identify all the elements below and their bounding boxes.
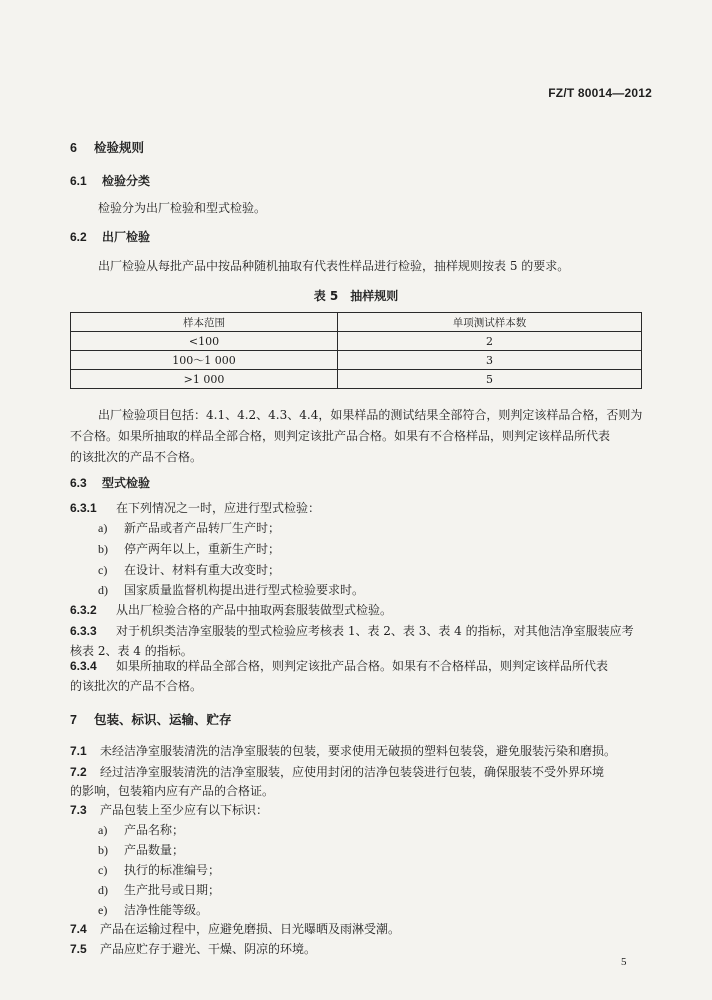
clause-7-1-text: 未经洁净室服装清洗的洁净室服装的包装，要求使用无破损的塑料包装袋，避免服装污染和磨损。 bbox=[100, 744, 617, 758]
list-item bbox=[98, 539, 280, 560]
clause-7-4 bbox=[70, 919, 400, 940]
table-5 bbox=[70, 312, 642, 389]
list-item-text: 产品数量； bbox=[124, 843, 185, 857]
section-6-1-text: 检验分为出厂检验和型式检验。 bbox=[98, 201, 267, 215]
section-7-title: 包装、标识、运输、贮存 bbox=[94, 712, 232, 727]
inspection-items-line-3: 的该批次的产品不合格。 bbox=[70, 450, 203, 464]
section-6-number: 6 bbox=[70, 141, 77, 155]
table-header-sample-count: 单项测试样本数 bbox=[338, 313, 642, 332]
list-item bbox=[98, 860, 220, 881]
list-item-text: 国家质量监督机构提出进行型式检验要求时。 bbox=[124, 583, 365, 597]
table-cell-range: >1 000 bbox=[71, 370, 338, 389]
section-6-3-number: 6.3 bbox=[70, 476, 87, 490]
clause-6-3-4 bbox=[70, 656, 608, 677]
section-6-1-number: 6.1 bbox=[70, 174, 87, 188]
list-item-label: c) bbox=[98, 863, 108, 877]
list-item bbox=[98, 840, 184, 861]
list-item-text: 生产批号或日期； bbox=[124, 883, 221, 897]
table-row bbox=[71, 370, 642, 389]
list-item bbox=[98, 820, 184, 841]
clause-6-3-4-number: 6.3.4 bbox=[70, 659, 97, 673]
clause-7-1 bbox=[70, 741, 616, 762]
clause-6-3-4-line-2: 的该批次的产品不合格。 bbox=[70, 679, 203, 693]
clause-6-3-1-text: 在下列情况之一时，应进行型式检验： bbox=[116, 501, 321, 515]
clause-7-2 bbox=[70, 762, 604, 783]
table-5-caption: 表 5 抽样规则 bbox=[313, 289, 399, 303]
clause-6-3-3-line-2: 核表 2、表 4 的指标。 bbox=[70, 644, 193, 658]
list-item-label: a) bbox=[98, 521, 108, 535]
inspection-items-line-2: 不合格。如果所抽取的样品全部合格，则判定该批产品合格。如果有不合格样品，则判定该样品所代表 bbox=[70, 429, 611, 443]
section-6-2-text: 出厂检验从每批产品中按品种随机抽取有代表性样品进行检验，抽样规则按表 5 的要求。 bbox=[98, 259, 570, 273]
list-item-label: d) bbox=[98, 583, 108, 597]
clause-6-3-1 bbox=[70, 498, 320, 519]
clause-7-2-line-2: 的影响，包装箱内应有产品的合格证。 bbox=[70, 784, 275, 798]
clause-7-4-text: 产品在运输过程中，应避免磨损、日光曝晒及雨淋受潮。 bbox=[100, 922, 401, 936]
clause-7-3-number: 7.3 bbox=[70, 803, 87, 817]
table-cell-count: 5 bbox=[338, 370, 642, 389]
table-row bbox=[71, 351, 642, 370]
clause-6-3-2 bbox=[70, 600, 392, 621]
section-6-3-title: 型式检验 bbox=[102, 476, 151, 490]
clause-7-5-text: 产品应贮存于避光、干燥、阴凉的环境。 bbox=[100, 942, 317, 956]
clause-6-3-3-line-1: 对于机织类洁净室服装的型式检验应考核表 1、表 2、表 3、表 4 的指标，对其他洁净室服装应考 bbox=[116, 624, 634, 638]
table-cell-range: 100～1 000 bbox=[71, 351, 338, 370]
section-6-1-heading bbox=[70, 172, 150, 189]
clause-6-3-4-line-1: 如果所抽取的样品全部合格，则判定该批产品合格。如果有不合格样品，则判定该样品所代表 bbox=[116, 659, 609, 673]
clause-6-3-2-number: 6.3.2 bbox=[70, 603, 97, 617]
section-6-2-title: 出厂检验 bbox=[102, 230, 151, 244]
clause-7-5 bbox=[70, 939, 316, 960]
list-item bbox=[98, 518, 280, 539]
table-row bbox=[71, 332, 642, 351]
standard-number: FZ/T 80014—2012 bbox=[548, 86, 652, 100]
table-cell-range: <100 bbox=[71, 332, 338, 351]
list-item-label: e) bbox=[98, 903, 108, 917]
table-cell-count: 2 bbox=[338, 332, 642, 351]
clause-7-3-text: 产品包装上至少应有以下标识： bbox=[100, 803, 269, 817]
list-item bbox=[98, 900, 208, 921]
list-item-label: b) bbox=[98, 843, 108, 857]
table-cell-count: 3 bbox=[338, 351, 642, 370]
section-6-2-number: 6.2 bbox=[70, 230, 87, 244]
section-6-title: 检验规则 bbox=[94, 140, 145, 155]
list-item-label: c) bbox=[98, 563, 108, 577]
list-item bbox=[98, 560, 280, 581]
clause-7-2-number: 7.2 bbox=[70, 765, 87, 779]
clause-7-4-number: 7.4 bbox=[70, 922, 87, 936]
clause-6-3-2-text: 从出厂检验合格的产品中抽取两套服装做型式检验。 bbox=[116, 603, 393, 617]
list-item-text: 新产品或者产品转厂生产时； bbox=[124, 521, 281, 535]
clause-7-3 bbox=[70, 800, 268, 821]
clause-7-5-number: 7.5 bbox=[70, 942, 87, 956]
clause-7-1-number: 7.1 bbox=[70, 744, 87, 758]
list-item-label: b) bbox=[98, 542, 108, 556]
list-item-text: 执行的标准编号； bbox=[124, 863, 221, 877]
clause-6-3-3-number: 6.3.3 bbox=[70, 624, 97, 638]
section-7-heading bbox=[70, 710, 232, 728]
section-6-heading bbox=[70, 138, 144, 156]
clause-7-2-line-1: 经过洁净室服装清洗的洁净室服装，应使用封闭的洁净包装袋进行包装，确保服装不受外界环境 bbox=[100, 765, 605, 779]
list-item-text: 产品名称； bbox=[124, 823, 185, 837]
inspection-items-line-1: 出厂检验项目包括：4.1、4.2、4.3、4.4，如果样品的测试结果全部符合，则判定该样品合格，否则为 bbox=[98, 408, 643, 422]
section-6-3-heading bbox=[70, 474, 150, 491]
clause-6-3-1-number: 6.3.1 bbox=[70, 501, 97, 515]
list-item-label: d) bbox=[98, 883, 108, 897]
table-header-row bbox=[71, 313, 642, 332]
section-7-number: 7 bbox=[70, 713, 77, 727]
list-item-text: 停产两年以上，重新生产时； bbox=[124, 542, 281, 556]
list-item bbox=[98, 580, 364, 601]
clause-6-3-3 bbox=[70, 621, 634, 642]
section-6-2-heading bbox=[70, 228, 150, 245]
table-header-sample-range: 样本范围 bbox=[71, 313, 338, 332]
list-item-label: a) bbox=[98, 823, 108, 837]
list-item bbox=[98, 880, 220, 901]
section-6-1-title: 检验分类 bbox=[102, 174, 151, 188]
list-item-text: 在设计、材料有重大改变时； bbox=[124, 563, 281, 577]
page-number: 5 bbox=[621, 956, 627, 968]
list-item-text: 洁净性能等级。 bbox=[124, 903, 209, 917]
